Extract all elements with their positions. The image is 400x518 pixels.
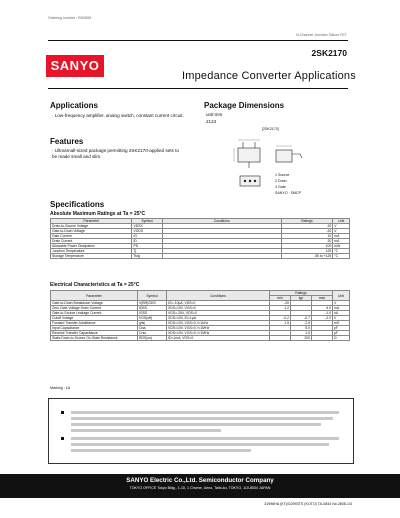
features-heading: Features bbox=[50, 137, 84, 146]
cell: Drain Current bbox=[51, 239, 132, 244]
cell: -0.2 bbox=[270, 316, 291, 321]
sanyo-logo: SANYO bbox=[46, 55, 104, 77]
abs-col-parameter: Parameter bbox=[51, 219, 132, 224]
cell: VDS=10V, VGS=0 bbox=[167, 306, 270, 311]
cell: -55 to +125 bbox=[281, 254, 333, 259]
abs-max-table bbox=[50, 218, 350, 259]
elec-col-typ: typ bbox=[291, 296, 312, 301]
page-title: Impedance Converter Applications bbox=[182, 70, 356, 82]
cell: Input Capacitance bbox=[51, 326, 138, 331]
elec-char-table bbox=[50, 290, 350, 341]
cell: -1.0 bbox=[312, 311, 333, 316]
cell: 1.2 bbox=[270, 306, 291, 311]
cell: Zero-Gate Voltage Drain Current bbox=[51, 306, 138, 311]
cell: RDS(on) bbox=[138, 336, 167, 341]
cell: Allowable Power Dissipation bbox=[51, 244, 132, 249]
cell: ID=1mA, VGS=0 bbox=[167, 336, 270, 341]
cell: Reverse Transfer Capacitance bbox=[51, 331, 138, 336]
cell: pF bbox=[333, 326, 350, 331]
footer-code: 31998HA (KT)/D2993TS (KOTO) TA-0844 No.2808-1/3 bbox=[264, 502, 352, 506]
abs-col-ratings: Ratings bbox=[281, 219, 333, 224]
cell: V bbox=[333, 224, 350, 229]
cell: 10 bbox=[281, 234, 333, 239]
footer-bar bbox=[0, 474, 400, 498]
table-row bbox=[51, 254, 350, 259]
cell bbox=[312, 336, 333, 341]
cell: Gate Current bbox=[51, 234, 132, 239]
package-code: 2124 bbox=[206, 119, 217, 124]
cell: mA bbox=[333, 239, 350, 244]
cell: mW bbox=[333, 244, 350, 249]
notice-box bbox=[48, 398, 354, 464]
package-legend-3: 3 Gate bbox=[275, 185, 286, 189]
cell: 125 bbox=[281, 249, 333, 254]
package-body-side bbox=[276, 150, 292, 162]
cell: VDS=10V, VGS=0, f=1MHz bbox=[167, 326, 270, 331]
table-row bbox=[51, 331, 350, 336]
cell: °C bbox=[333, 254, 350, 259]
cell: Static Drain-to-Source On-State Resistance bbox=[51, 336, 138, 341]
cell: VDS=10V, VGS=0, f=1kHz bbox=[167, 321, 270, 326]
marking: Marking : 1A bbox=[50, 386, 71, 390]
package-heading: Package Dimensions bbox=[204, 101, 285, 110]
cell: Storage Temperature bbox=[51, 254, 132, 259]
cell: Cutoff Voltage bbox=[51, 316, 138, 321]
cell: 2.5 bbox=[291, 321, 312, 326]
cell: Junction Temperature bbox=[51, 249, 132, 254]
cell: Tstg bbox=[132, 254, 162, 259]
package-label: [2SK2170] bbox=[262, 127, 279, 131]
cell: Tj bbox=[132, 249, 162, 254]
cell: Gate-to-Drain Voltage bbox=[51, 229, 132, 234]
cell: 100 bbox=[281, 244, 333, 249]
cell: °C bbox=[333, 249, 350, 254]
elec-col-max: max bbox=[312, 296, 333, 301]
device-type: N-Channel Junction Silicon FET bbox=[296, 33, 347, 37]
package-unit: unit:mm bbox=[206, 112, 223, 117]
features-text: · Ultrasmall-sized package permitting 2SK2170-applied sets to be made small and slim. bbox=[52, 148, 179, 159]
elec-col-ratings: Ratings bbox=[270, 291, 333, 296]
package-legend-4: SANYO : SMCP bbox=[275, 191, 301, 195]
cell: 6.0 bbox=[312, 306, 333, 311]
package-legend-2: 2 Drain bbox=[275, 179, 287, 183]
cell: V bbox=[333, 316, 350, 321]
cell: 1.6 bbox=[291, 331, 312, 336]
cell: 200 bbox=[291, 336, 312, 341]
top-rule bbox=[48, 40, 348, 41]
cell: VGDS bbox=[132, 229, 162, 234]
notice-bullet-1 bbox=[61, 411, 64, 414]
cell: ID bbox=[132, 239, 162, 244]
specifications-heading: Specifications bbox=[50, 200, 105, 209]
elec-col-unit: Unit bbox=[333, 291, 350, 301]
cell: Crss bbox=[138, 331, 167, 336]
cell: VDS=10V, ID=1µA bbox=[167, 316, 270, 321]
cell: IDSS bbox=[138, 306, 167, 311]
cell: nA bbox=[333, 311, 350, 316]
cell: VDS=10V, VGS=0, f=1MHz bbox=[167, 331, 270, 336]
cell: Gate-to-Drain Breakdown Voltage bbox=[51, 301, 138, 306]
cell: V bbox=[333, 301, 350, 306]
cell: IG=-10µA, VDS=0 bbox=[167, 301, 270, 306]
title-rule bbox=[48, 88, 348, 89]
cell: VGS=-20V, VDS=0 bbox=[167, 311, 270, 316]
cell: Drain-to-Source Voltage bbox=[51, 224, 132, 229]
abs-col-conditions: Conditions bbox=[162, 219, 281, 224]
applications-heading: Applications bbox=[50, 101, 99, 110]
package-body-top bbox=[238, 148, 260, 162]
cell: -0.7 bbox=[291, 316, 312, 321]
abs-col-symbol: Symbol bbox=[132, 219, 162, 224]
cell: 20 bbox=[281, 224, 333, 229]
cell: -2.0 bbox=[312, 316, 333, 321]
cell: PD bbox=[132, 244, 162, 249]
cell: pF bbox=[333, 331, 350, 336]
footer-company: SANYO Electric Co.,Ltd. Semiconductor Company bbox=[126, 477, 274, 484]
ordering-number: Ordering number : EN2808 bbox=[48, 16, 92, 20]
elec-col-symbol: Symbol bbox=[138, 291, 167, 301]
cell: V bbox=[333, 229, 350, 234]
table-row bbox=[51, 321, 350, 326]
cell: VGS(off) bbox=[138, 316, 167, 321]
cell: mA bbox=[333, 306, 350, 311]
cell: -20 bbox=[270, 301, 291, 306]
elec-col-conditions: Conditions bbox=[167, 291, 270, 301]
cell bbox=[162, 254, 281, 259]
cell: mS bbox=[333, 321, 350, 326]
cell: 5.0 bbox=[291, 326, 312, 331]
cell: IG bbox=[132, 234, 162, 239]
cell: mA bbox=[333, 234, 350, 239]
cell: IGSS bbox=[138, 311, 167, 316]
package-legend-1: 1 Source bbox=[275, 173, 290, 177]
applications-text: · Low-frequency amplifier, analog switch, constant current circuit. bbox=[52, 113, 184, 118]
cell: -20 bbox=[281, 229, 333, 234]
cell: Gate-to-Source Leakage Current bbox=[51, 311, 138, 316]
abs-max-title: Absolute Maximum Ratings at Ta = 25°C bbox=[50, 211, 146, 217]
elec-char-title: Electrical Characteristics at Ta = 25°C bbox=[50, 282, 140, 288]
part-number: 2SK2170 bbox=[311, 48, 347, 58]
cell: |yfs| bbox=[138, 321, 167, 326]
cell: Forward Transfer Admittance bbox=[51, 321, 138, 326]
cell bbox=[270, 336, 291, 341]
cell: Ciss bbox=[138, 326, 167, 331]
footer-address: TOKYO OFFICE Tokyo Bldg., 1-10, 1 Chome, Ueno, Taito-ku, TOKYO, 110-8534 JAPAN bbox=[129, 486, 271, 490]
elec-col-parameter: Parameter bbox=[51, 291, 138, 301]
abs-col-unit: Unit bbox=[333, 219, 350, 224]
elec-col-min: min bbox=[270, 296, 291, 301]
table-row bbox=[51, 336, 350, 341]
cell: VDSX bbox=[132, 224, 162, 229]
cell: 20 bbox=[281, 239, 333, 244]
notice-bullet-2 bbox=[61, 437, 64, 440]
cell: Ω bbox=[333, 336, 350, 341]
cell: 1.5 bbox=[270, 321, 291, 326]
cell: V(BR)GDS bbox=[138, 301, 167, 306]
